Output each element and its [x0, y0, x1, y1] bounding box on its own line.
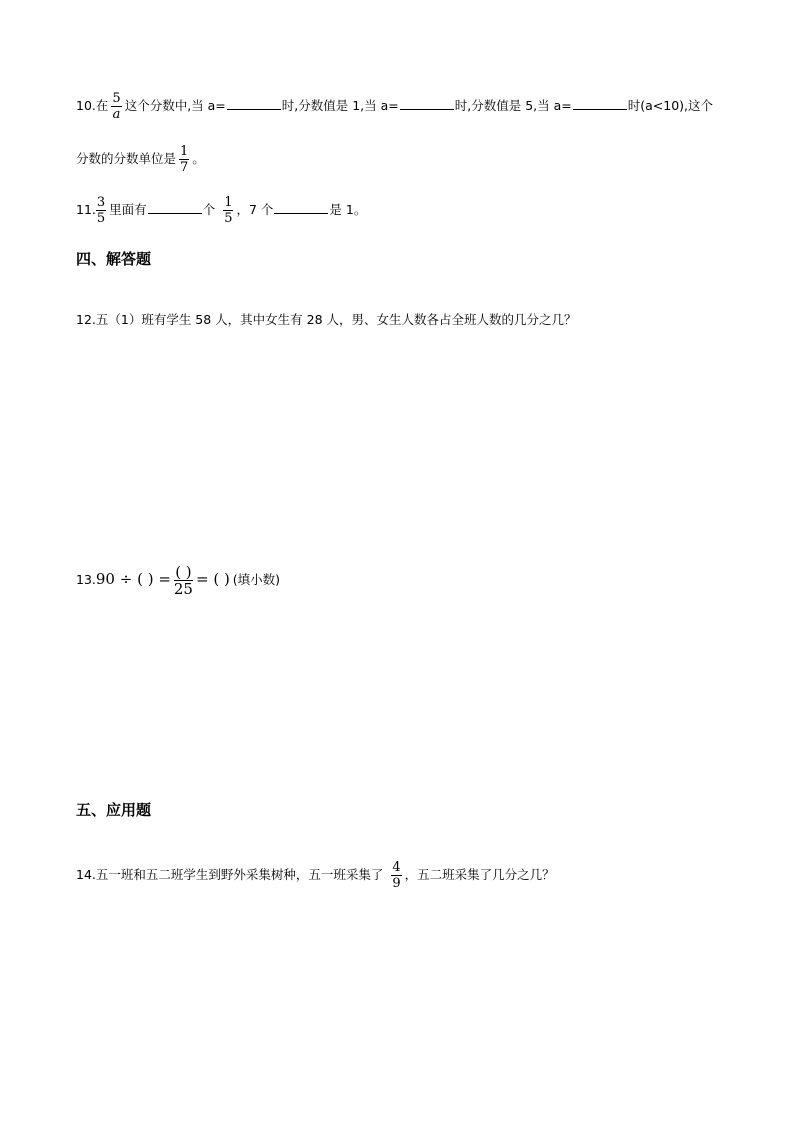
answer-blank-2[interactable]	[400, 97, 454, 110]
section-heading-5: 五、应用题	[76, 801, 152, 819]
fraction-blank-over-25	[174, 565, 193, 596]
question-number: 10.	[76, 98, 96, 113]
text: 时(a<10),这个	[627, 98, 714, 113]
answer-blank-1[interactable]	[148, 201, 202, 214]
denominator: 7	[180, 160, 189, 175]
text: 是 1。	[329, 202, 367, 217]
question-12: 12.五（1）班有学生 58 人，其中女生有 28 人，男、女生人数各占全班人数的几分之几？	[76, 312, 577, 327]
question-10-line-1	[76, 92, 713, 121]
question-14	[76, 861, 555, 890]
text: 里面有	[109, 202, 147, 217]
text: ，五二班采集了几分之几？	[404, 867, 555, 882]
text: 14.五一班和五二班学生到野外采集树种，五一班采集了	[76, 867, 384, 882]
question-number: 11.	[76, 202, 96, 217]
text: 时,分数值是 1,当 a=	[281, 98, 399, 113]
numerator-blank[interactable]: ( )	[175, 563, 192, 581]
answer-blank-1[interactable]	[227, 97, 281, 110]
text: 在	[95, 98, 109, 113]
question-13	[76, 565, 280, 596]
fraction-1-over-7	[179, 145, 189, 174]
text: 个	[202, 202, 216, 217]
text: 这个分数中,当 a=	[124, 98, 226, 113]
denominator: 5	[224, 211, 233, 226]
denominator: a	[112, 107, 121, 122]
text: 分数的分数单位是	[76, 151, 177, 166]
equation-rhs: = ( )	[195, 570, 230, 588]
section-heading-4: 四、解答题	[76, 250, 152, 268]
text: 时,分数值是 5,当 a=	[454, 98, 572, 113]
denominator: 5	[96, 211, 106, 226]
numerator: 3	[96, 195, 106, 210]
fraction-1-over-5	[223, 196, 233, 225]
numerator: 5	[112, 91, 121, 106]
denominator: 9	[392, 876, 401, 891]
numerator: 1	[224, 195, 233, 210]
numerator: 4	[392, 860, 401, 875]
text: 。	[192, 151, 205, 166]
question-10-line-2	[76, 145, 205, 174]
answer-blank-3[interactable]	[573, 97, 627, 110]
question-number: 13.	[76, 572, 96, 587]
answer-blank-2[interactable]	[274, 201, 328, 214]
equation-lhs: 90 ÷ ( ) =	[95, 570, 171, 588]
fraction-5-over-a	[111, 92, 121, 121]
numerator: 1	[180, 144, 189, 159]
denominator: 25	[173, 580, 193, 598]
question-11	[76, 196, 366, 225]
note: (填小数)	[232, 572, 281, 587]
fraction-4-over-9	[391, 861, 401, 890]
fraction-3-over-5	[96, 196, 106, 225]
text: ，7 个	[236, 202, 274, 217]
